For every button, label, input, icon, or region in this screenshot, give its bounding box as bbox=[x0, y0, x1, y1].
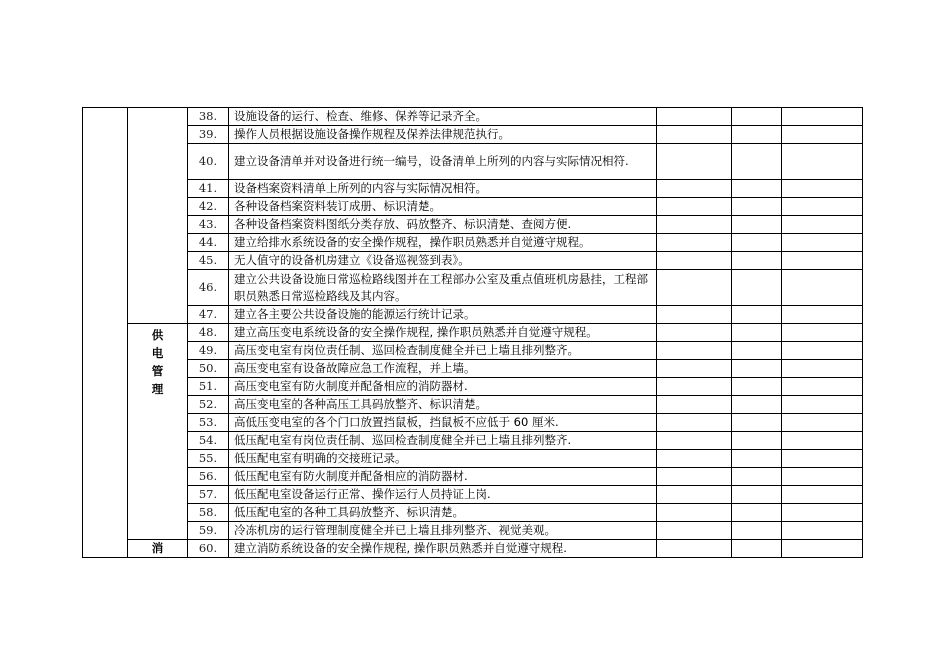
category-cell-power bbox=[128, 324, 188, 540]
check-cell-b bbox=[732, 180, 782, 198]
item-number: 56. bbox=[188, 468, 229, 486]
check-cell-a bbox=[657, 450, 732, 468]
item-text: 建立各主要公共设备设施的能源运行统计记录。 bbox=[229, 306, 657, 324]
item-number: 53. bbox=[188, 414, 229, 432]
item-number: 47. bbox=[188, 306, 229, 324]
check-cell-c bbox=[782, 198, 863, 216]
item-text: 建立高压变电系统设备的安全操作规程, 操作职员熟悉并自觉遵守规程。 bbox=[229, 324, 657, 342]
table-row bbox=[83, 342, 863, 360]
item-text: 无人值守的设备机房建立《设备巡视签到表》。 bbox=[229, 252, 657, 270]
item-text: 建立公共设备设施日常巡检路线图并在工程部办公室及重点值班机房悬挂，工程部职员熟悉日常巡检路线及其内容。 bbox=[229, 270, 657, 306]
check-cell-b bbox=[732, 252, 782, 270]
item-number: 59. bbox=[188, 522, 229, 540]
check-cell-c bbox=[782, 180, 863, 198]
table-row bbox=[83, 324, 863, 342]
item-text: 低压配电室设备运行正常、操作运行人员持证上岗. bbox=[229, 486, 657, 504]
table-row bbox=[83, 360, 863, 378]
item-number: 52. bbox=[188, 396, 229, 414]
check-cell-b bbox=[732, 126, 782, 144]
check-cell-a bbox=[657, 216, 732, 234]
check-cell-b bbox=[732, 450, 782, 468]
check-cell-c bbox=[782, 342, 863, 360]
check-cell-c bbox=[782, 324, 863, 342]
check-cell-a bbox=[657, 468, 732, 486]
check-cell-b bbox=[732, 144, 782, 180]
check-cell-a bbox=[657, 198, 732, 216]
check-cell-c bbox=[782, 450, 863, 468]
table-row bbox=[83, 252, 863, 270]
item-text: 低压配电室有防火制度并配备相应的消防器材. bbox=[229, 468, 657, 486]
check-cell-b bbox=[732, 270, 782, 306]
check-cell-b bbox=[732, 198, 782, 216]
item-number: 48. bbox=[188, 324, 229, 342]
table-row bbox=[83, 270, 863, 306]
check-cell-c bbox=[782, 252, 863, 270]
table-row bbox=[83, 414, 863, 432]
check-cell-a bbox=[657, 144, 732, 180]
check-cell-a bbox=[657, 396, 732, 414]
check-cell-a bbox=[657, 126, 732, 144]
check-cell-c bbox=[782, 126, 863, 144]
check-cell-a bbox=[657, 342, 732, 360]
check-cell-a bbox=[657, 432, 732, 450]
item-number: 57. bbox=[188, 486, 229, 504]
item-number: 43. bbox=[188, 216, 229, 234]
check-cell-b bbox=[732, 540, 782, 558]
check-cell-b bbox=[732, 486, 782, 504]
table-row bbox=[83, 126, 863, 144]
item-number: 50. bbox=[188, 360, 229, 378]
check-cell-b bbox=[732, 324, 782, 342]
item-text: 高压变电室有防火制度并配备相应的消防器材. bbox=[229, 378, 657, 396]
check-cell-c bbox=[782, 468, 863, 486]
check-cell-b bbox=[732, 360, 782, 378]
table-row bbox=[83, 540, 863, 558]
item-text: 设备档案资料清单上所列的内容与实际情况相符。 bbox=[229, 180, 657, 198]
inspection-checklist-table bbox=[82, 107, 863, 558]
check-cell-c bbox=[782, 378, 863, 396]
item-number: 40. bbox=[188, 144, 229, 180]
check-cell-a bbox=[657, 306, 732, 324]
check-cell-a bbox=[657, 504, 732, 522]
check-cell-b bbox=[732, 306, 782, 324]
item-number: 38. bbox=[188, 108, 229, 126]
check-cell-b bbox=[732, 108, 782, 126]
item-text: 设施设备的运行、检查、维修、保养等记录齐全。 bbox=[229, 108, 657, 126]
check-cell-b bbox=[732, 234, 782, 252]
item-text: 高压变电室有岗位责任制、巡回检查制度健全并已上墙且排列整齐。 bbox=[229, 342, 657, 360]
item-number: 39. bbox=[188, 126, 229, 144]
table-row bbox=[83, 198, 863, 216]
check-cell-c bbox=[782, 270, 863, 306]
item-text: 低压配电室有明确的交接班记录。 bbox=[229, 450, 657, 468]
item-text: 高压变电室有设备故障应急工作流程，并上墙。 bbox=[229, 360, 657, 378]
item-number: 54. bbox=[188, 432, 229, 450]
item-text: 低压配电室的各种工具码放整齐、标识清楚。 bbox=[229, 504, 657, 522]
check-cell-a bbox=[657, 234, 732, 252]
table-row bbox=[83, 432, 863, 450]
check-cell-a bbox=[657, 414, 732, 432]
item-number: 46. bbox=[188, 270, 229, 306]
item-number: 44. bbox=[188, 234, 229, 252]
item-text: 低压配电室有岗位责任制、巡回检查制度健全并已上墙且排列整齐. bbox=[229, 432, 657, 450]
check-cell-b bbox=[732, 378, 782, 396]
table-row bbox=[83, 468, 863, 486]
check-cell-c bbox=[782, 108, 863, 126]
item-text: 冷冻机房的运行管理制度健全并已上墙且排列整齐、视觉美观。 bbox=[229, 522, 657, 540]
check-cell-a bbox=[657, 180, 732, 198]
item-number: 58. bbox=[188, 504, 229, 522]
item-text: 各种设备档案资料装订成册、标识清楚。 bbox=[229, 198, 657, 216]
check-cell-c bbox=[782, 360, 863, 378]
category-cell-fire bbox=[128, 540, 188, 558]
item-number: 41. bbox=[188, 180, 229, 198]
item-number: 49. bbox=[188, 342, 229, 360]
table-row bbox=[83, 522, 863, 540]
item-number: 51. bbox=[188, 378, 229, 396]
category-label-fire: 消 bbox=[151, 541, 164, 555]
table-row bbox=[83, 180, 863, 198]
check-cell-a bbox=[657, 540, 732, 558]
check-cell-c bbox=[782, 432, 863, 450]
check-cell-c bbox=[782, 414, 863, 432]
item-text: 建立消防系统设备的安全操作规程, 操作职员熟悉并自觉遵守规程. bbox=[229, 540, 657, 558]
item-text: 高压变电室的各种高压工具码放整齐、标识清楚。 bbox=[229, 396, 657, 414]
table-row bbox=[83, 144, 863, 180]
category-cell-equipment bbox=[128, 108, 188, 324]
check-cell-b bbox=[732, 414, 782, 432]
check-cell-b bbox=[732, 342, 782, 360]
check-cell-a bbox=[657, 486, 732, 504]
category-label-power: 供 电 管 理 bbox=[151, 328, 164, 396]
table-row bbox=[83, 234, 863, 252]
section-cell bbox=[83, 108, 128, 558]
check-cell-b bbox=[732, 468, 782, 486]
table-row bbox=[83, 216, 863, 234]
table-row bbox=[83, 108, 863, 126]
table-row bbox=[83, 486, 863, 504]
check-cell-c bbox=[782, 486, 863, 504]
check-cell-a bbox=[657, 360, 732, 378]
check-cell-c bbox=[782, 522, 863, 540]
item-number: 42. bbox=[188, 198, 229, 216]
table-row bbox=[83, 504, 863, 522]
check-cell-a bbox=[657, 324, 732, 342]
check-cell-a bbox=[657, 522, 732, 540]
check-cell-b bbox=[732, 216, 782, 234]
table-row bbox=[83, 378, 863, 396]
check-cell-a bbox=[657, 270, 732, 306]
check-cell-c bbox=[782, 306, 863, 324]
check-cell-c bbox=[782, 504, 863, 522]
check-cell-c bbox=[782, 396, 863, 414]
check-cell-b bbox=[732, 396, 782, 414]
table-row bbox=[83, 396, 863, 414]
check-cell-c bbox=[782, 144, 863, 180]
item-number: 60. bbox=[188, 540, 229, 558]
item-text: 建立给排水系统设备的安全操作规程，操作职员熟悉并自觉遵守规程。 bbox=[229, 234, 657, 252]
check-cell-c bbox=[782, 216, 863, 234]
check-cell-b bbox=[732, 432, 782, 450]
item-number: 55. bbox=[188, 450, 229, 468]
check-cell-c bbox=[782, 234, 863, 252]
item-number: 45. bbox=[188, 252, 229, 270]
check-cell-a bbox=[657, 252, 732, 270]
check-cell-a bbox=[657, 378, 732, 396]
item-text: 高低压变电室的各个门口放置挡鼠板，挡鼠板不应低于 60 厘米. bbox=[229, 414, 657, 432]
table-row bbox=[83, 450, 863, 468]
check-cell-b bbox=[732, 522, 782, 540]
check-cell-a bbox=[657, 108, 732, 126]
item-text: 建立设备清单并对设备进行统一编号，设备清单上所列的内容与实际情况相符. bbox=[229, 144, 657, 180]
table-row bbox=[83, 306, 863, 324]
item-text: 操作人员根据设施设备操作规程及保养法律规范执行。 bbox=[229, 126, 657, 144]
check-cell-c bbox=[782, 540, 863, 558]
check-cell-b bbox=[732, 504, 782, 522]
item-text: 各种设备档案资料图纸分类存放、码放整齐、标识清楚、查阅方便. bbox=[229, 216, 657, 234]
